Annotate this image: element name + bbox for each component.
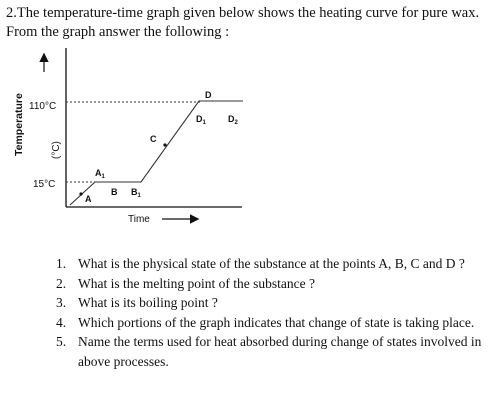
question-number: 5. — [56, 334, 67, 350]
question-text: What is its boiling point ? — [78, 295, 218, 311]
question-item — [56, 274, 486, 294]
question-number: 1. — [56, 256, 67, 271]
question-item — [56, 293, 486, 313]
y-axis-unit: (°C) — [51, 141, 62, 159]
heating-curve-line — [70, 101, 243, 205]
question-item — [56, 332, 486, 371]
question-number: 2. — [56, 275, 67, 291]
x-axis-title: Time — [128, 214, 150, 225]
question-text: What is the physical state of the substance at the points A, B, C and D ? — [78, 256, 465, 271]
question-header: 2.The temperature-time graph given below shows the heating curve for pure wax. From the graph answer the following : — [6, 5, 480, 40]
question-list — [56, 254, 486, 372]
question-item — [56, 313, 486, 333]
question-text: Which portions of the graph indicates that change of state is taking place. — [78, 314, 475, 330]
question-number: 3. — [56, 295, 67, 311]
label-d1: $D_1$ — [196, 114, 206, 126]
y-tick-110: 110°C — [29, 101, 57, 112]
label-b1: $B_1$ — [131, 187, 141, 199]
label-b: B — [111, 187, 118, 197]
question-text: What is the melting point of the substance ? — [78, 275, 315, 291]
label-a: A — [85, 194, 92, 204]
question-text: Name the terms used for heat absorbed during change of states involved in above processes. — [78, 334, 482, 369]
point-c-marker — [163, 143, 166, 146]
y-tick-15: 15°C — [33, 179, 56, 190]
question-number: 4. — [56, 314, 67, 330]
label-d: D — [205, 90, 212, 100]
label-c: C — [150, 134, 157, 144]
label-a1: $A_1$ — [95, 168, 105, 180]
question-item — [56, 254, 486, 274]
point-a-marker — [79, 192, 82, 195]
y-axis-title: Temperature — [13, 93, 25, 156]
label-d2: $D_2$ — [228, 114, 238, 126]
